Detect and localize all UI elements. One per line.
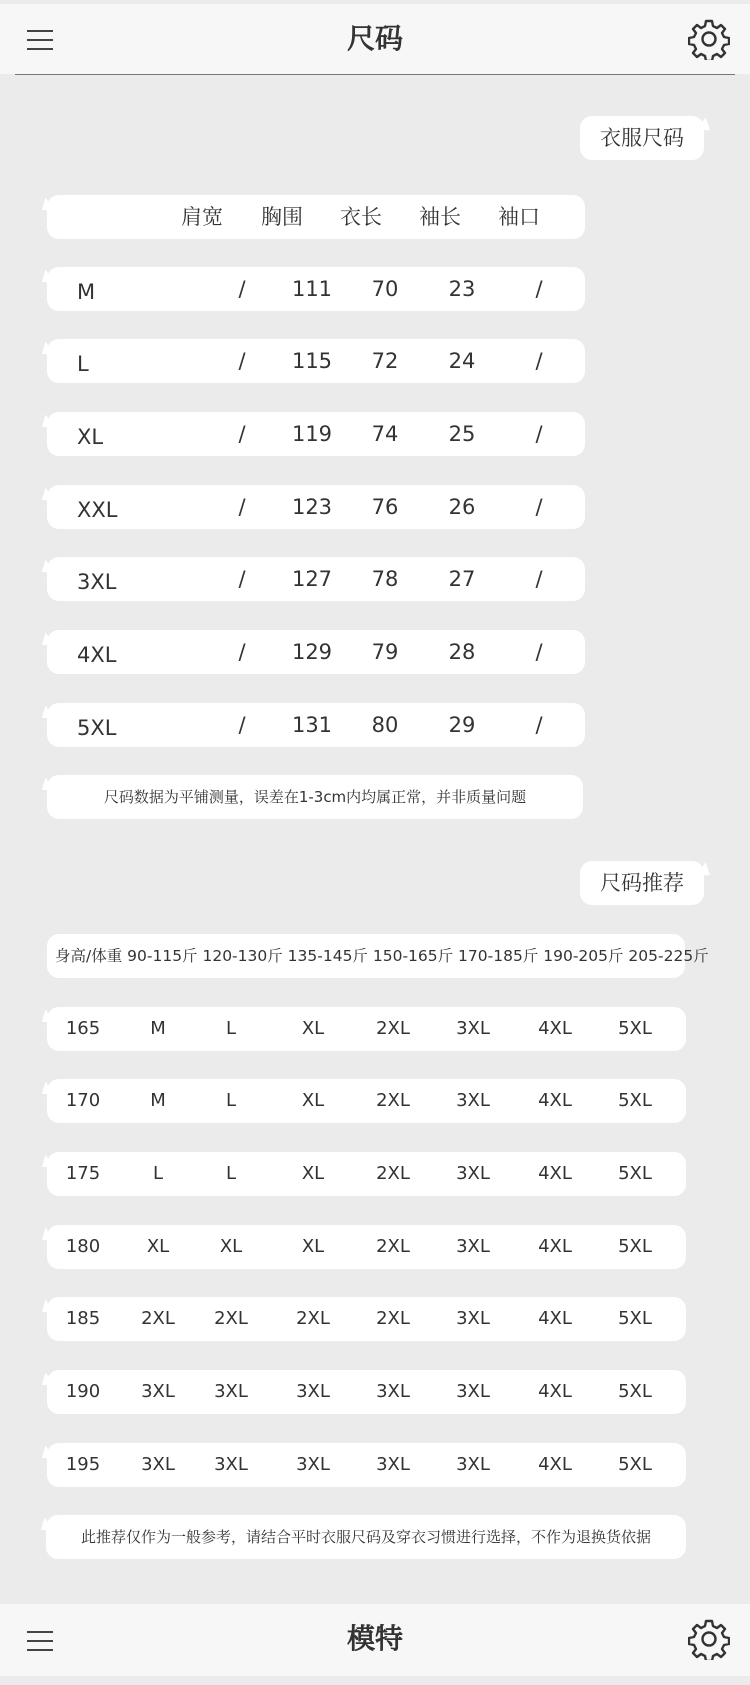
measure-cell: 78 (371, 567, 399, 591)
measure-cell: / (535, 567, 543, 591)
measure-cell: / (535, 277, 543, 301)
header-sleeve: 袖长 (419, 205, 461, 229)
recommended-size-cell: 3XL (214, 1381, 248, 1402)
height-label: 175 (65, 1163, 101, 1184)
measure-cell: 70 (371, 277, 399, 301)
table-row (47, 703, 585, 747)
height-label: 190 (65, 1381, 101, 1402)
measure-cell: 28 (448, 640, 476, 664)
header-shoulder: 肩宽 (181, 205, 223, 229)
measure-cell: 80 (371, 713, 399, 737)
measure-cell: 127 (291, 567, 333, 591)
recommended-size-cell: 4XL (538, 1018, 572, 1039)
recommended-size-cell: L (152, 1163, 164, 1184)
recommended-size-cell: XL (301, 1090, 325, 1111)
measure-cell: / (535, 640, 543, 664)
measure-cell: / (535, 495, 543, 519)
measure-cell: 119 (291, 422, 333, 446)
section-title-model: 模特 (346, 1622, 403, 1655)
size-label: 5XL (77, 716, 117, 740)
recommended-size-cell: 2XL (214, 1308, 248, 1329)
table-row (47, 339, 585, 383)
clothing-note-text: 尺码数据为平铺测量，误差在1-3cm内均属正常，并非质量问题 (103, 788, 527, 806)
measure-cell: / (238, 640, 246, 664)
measure-cell: 129 (291, 640, 333, 664)
recommended-size-cell: 3XL (456, 1454, 490, 1475)
size-label: 3XL (77, 570, 117, 594)
clothing-header-row (47, 195, 585, 239)
recommended-size-cell: M (150, 1018, 166, 1039)
table-row (47, 1152, 686, 1196)
recommended-size-cell: 3XL (141, 1454, 175, 1475)
measure-cell: / (238, 495, 246, 519)
gear-icon[interactable] (688, 1618, 730, 1660)
table-row (47, 485, 585, 529)
size-label: 4XL (77, 643, 117, 667)
recommended-size-cell: 3XL (456, 1381, 490, 1402)
measure-cell: / (238, 567, 246, 591)
measure-cell: 25 (448, 422, 476, 446)
table-row (47, 1225, 686, 1269)
recommended-size-cell: 2XL (376, 1090, 410, 1111)
measure-cell: 27 (448, 567, 476, 591)
recommended-size-cell: 4XL (538, 1163, 572, 1184)
gear-icon[interactable] (688, 18, 730, 60)
measure-cell: 23 (448, 277, 476, 301)
measure-cell: / (238, 349, 246, 373)
recommended-size-cell: 2XL (376, 1018, 410, 1039)
recommended-size-cell: 5XL (618, 1454, 652, 1475)
recommended-size-cell: XL (219, 1236, 243, 1257)
recommended-size-cell: 2XL (376, 1236, 410, 1257)
recommended-size-cell: XL (301, 1163, 325, 1184)
recommended-size-cell: 3XL (296, 1454, 330, 1475)
recommend-header-text: 身高/体重 90-115斤 120-130斤 135-145斤 150-165斤 170-185斤 190-205斤 205-225斤 (55, 947, 709, 965)
recommended-size-cell: 5XL (618, 1381, 652, 1402)
recommended-size-cell: 4XL (538, 1381, 572, 1402)
height-label: 195 (65, 1454, 101, 1475)
clothing-size-tag (580, 116, 704, 160)
measure-cell: 72 (371, 349, 399, 373)
recommended-size-cell: 3XL (214, 1454, 248, 1475)
recommended-size-cell: M (150, 1090, 166, 1111)
table-row (47, 1079, 686, 1123)
clothing-note (47, 775, 583, 819)
recommended-size-cell: 4XL (538, 1236, 572, 1257)
measure-cell: 123 (291, 495, 333, 519)
table-row (47, 557, 585, 601)
recommended-size-cell: XL (146, 1236, 170, 1257)
recommended-size-cell: 3XL (376, 1381, 410, 1402)
size-label: L (77, 352, 89, 376)
measure-cell: 74 (371, 422, 399, 446)
recommended-size-cell: 5XL (618, 1308, 652, 1329)
recommended-size-cell: 3XL (296, 1381, 330, 1402)
recommended-size-cell: 5XL (618, 1236, 652, 1257)
recommended-size-cell: 4XL (538, 1308, 572, 1329)
table-row (47, 412, 585, 456)
measure-cell: / (238, 713, 246, 737)
recommended-size-cell: 3XL (456, 1090, 490, 1111)
height-label: 165 (65, 1018, 101, 1039)
recommended-size-cell: 5XL (618, 1090, 652, 1111)
table-row (47, 267, 585, 311)
recommended-size-cell: L (225, 1090, 237, 1111)
measure-cell: / (238, 422, 246, 446)
table-row (47, 1297, 686, 1341)
measure-cell: / (535, 349, 543, 373)
top-nav-bar (0, 4, 750, 74)
size-label: XXL (77, 498, 118, 522)
measure-cell: / (535, 713, 543, 737)
recommend-header-row (47, 934, 709, 978)
size-label: XL (77, 425, 104, 449)
recommended-size-cell: 2XL (141, 1308, 175, 1329)
recommended-size-cell: L (225, 1163, 237, 1184)
table-row (47, 1370, 686, 1414)
table-row (47, 1443, 686, 1487)
recommended-size-cell: 3XL (376, 1454, 410, 1475)
measure-cell: 111 (291, 277, 333, 301)
recommend-note-text: 此推荐仅作为一般参考，请结合平时衣服尺码及穿衣习惯进行选择，不作为退换货依据 (80, 1528, 651, 1546)
table-row (47, 630, 585, 674)
measure-cell: 26 (448, 495, 476, 519)
height-label: 170 (65, 1090, 101, 1111)
recommended-size-cell: 3XL (141, 1381, 175, 1402)
recommend-note (46, 1515, 686, 1559)
measure-cell: 24 (448, 349, 476, 373)
size-label: M (77, 280, 96, 304)
recommended-size-cell: 5XL (618, 1018, 652, 1039)
recommended-size-cell: 3XL (456, 1018, 490, 1039)
measure-cell: 29 (448, 713, 476, 737)
measure-cell: 76 (371, 495, 399, 519)
height-label: 180 (65, 1236, 101, 1257)
recommended-size-cell: XL (301, 1018, 325, 1039)
measure-cell: / (238, 277, 246, 301)
measure-cell: / (535, 422, 543, 446)
header-chest: 胸围 (261, 205, 303, 229)
recommended-size-cell: 2XL (376, 1163, 410, 1184)
size-recommend-tag (580, 861, 704, 905)
measure-cell: 131 (291, 713, 333, 737)
height-label: 185 (65, 1308, 101, 1329)
recommended-size-cell: XL (301, 1236, 325, 1257)
header-cuff: 袖口 (498, 205, 540, 229)
clothing-size-tag-label: 衣服尺码 (600, 126, 684, 150)
recommended-size-cell: 3XL (456, 1163, 490, 1184)
page-title: 尺码 (346, 22, 403, 55)
recommended-size-cell: L (225, 1018, 237, 1039)
recommended-size-cell: 3XL (456, 1308, 490, 1329)
recommended-size-cell: 2XL (296, 1308, 330, 1329)
measure-cell: 79 (371, 640, 399, 664)
size-recommend-tag-label: 尺码推荐 (600, 871, 684, 895)
measure-cell: 115 (291, 349, 333, 373)
recommended-size-cell: 3XL (456, 1236, 490, 1257)
recommended-size-cell: 4XL (538, 1090, 572, 1111)
recommended-size-cell: 5XL (618, 1163, 652, 1184)
table-row (47, 1007, 686, 1051)
recommended-size-cell: 2XL (376, 1308, 410, 1329)
header-length: 衣长 (340, 205, 382, 229)
recommended-size-cell: 4XL (538, 1454, 572, 1475)
bottom-nav-bar (0, 1604, 750, 1676)
